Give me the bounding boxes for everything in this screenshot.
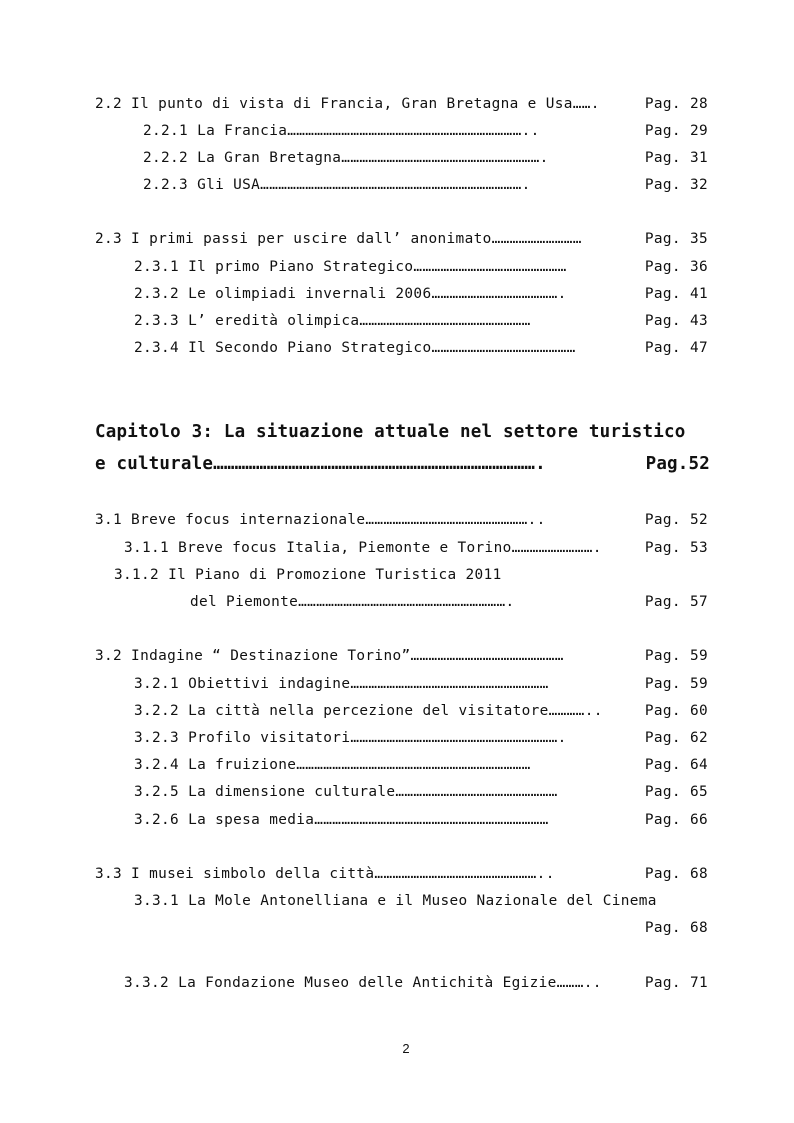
toc-entry-3-1-2-cont: del Piemonte……………………………………………………………. — [190, 594, 515, 610]
toc-page-3-3-1: Pag. 68 — [644, 920, 708, 936]
toc-page-2-2: Pag. 28 — [644, 96, 708, 112]
toc-page-3-2-4: Pag. 64 — [644, 757, 708, 773]
toc-page-3-1-2: Pag. 57 — [644, 594, 708, 610]
toc-page-2-2-1: Pag. 29 — [644, 123, 708, 139]
toc-page-3-1-1: Pag. 53 — [644, 540, 708, 556]
toc-entry-3-2-2: 3.2.2 La città nella percezione del visitatore………….. — [134, 703, 603, 719]
toc-entry-3-2: 3.2 Indagine “ Destinazione Torino”…………………………………………… — [95, 648, 564, 664]
toc-page-2-3-4: Pag. 47 — [644, 340, 708, 356]
toc-page-3-2-6: Pag. 66 — [644, 812, 708, 828]
toc-entry-3-1-1: 3.1.1 Breve focus Italia, Piemonte e Torino………………………. — [124, 540, 602, 556]
toc-entry-3-3-1: 3.3.1 La Mole Antonelliana e il Museo Nazionale del Cinema — [134, 893, 657, 909]
toc-entry-2-2-2: 2.2.2 La Gran Bretagna…………………………………………………………. — [143, 150, 549, 166]
toc-page-3-2-1: Pag. 59 — [644, 676, 708, 692]
toc-page-2-2-3: Pag. 32 — [644, 177, 708, 193]
toc-entry-3-3: 3.3 I musei simbolo della città……………………………………………….. — [95, 866, 555, 882]
toc-page-3-2: Pag. 59 — [644, 648, 708, 664]
toc-entry-3-1: 3.1 Breve focus internazionale……………………………………………….. — [95, 512, 546, 528]
toc-entry-2-3-2: 2.3.2 Le olimpiadi invernali 2006……………………………………. — [134, 286, 567, 302]
toc-page-3-1: Pag. 52 — [644, 512, 708, 528]
toc-entry-3-1-2: 3.1.2 Il Piano di Promozione Turistica 2011 — [114, 567, 502, 583]
toc-entry-3-2-6: 3.2.6 La spesa media…………………………………………………………………… — [134, 812, 549, 828]
toc-entry-3-2-4: 3.2.4 La fruizione…………………………………………………………………… — [134, 757, 531, 773]
toc-entry-3-2-1: 3.2.1 Obiettivi indagine………………………………………………………… — [134, 676, 549, 692]
toc-entry-2-3-1: 2.3.1 Il primo Piano Strategico…………………………………………… — [134, 259, 567, 275]
toc-entry-2-2-1: 2.2.1 La Francia…………………………………………………………………….. — [143, 123, 540, 139]
toc-entry-2-3-3: 2.3.3 L’ eredità olimpica………………………………………………… — [134, 313, 531, 329]
page-number: 2 — [402, 1041, 410, 1056]
chapter-page: Pag.52 — [645, 454, 710, 474]
toc-page-2-3: Pag. 35 — [644, 231, 708, 247]
toc-entry-3-2-5: 3.2.5 La dimensione culturale……………………………………………… — [134, 784, 558, 800]
toc-page-3-2-2: Pag. 60 — [644, 703, 708, 719]
toc-page-3-3: Pag. 68 — [644, 866, 708, 882]
toc-entry-2-2: 2.2 Il punto di vista di Francia, Gran Bretagna e Usa……. — [95, 96, 600, 112]
toc-page-2-3-1: Pag. 36 — [644, 259, 708, 275]
toc-entry-3-2-3: 3.2.3 Profilo visitatori……………………………………………………………. — [134, 730, 567, 746]
toc-page-3-2-3: Pag. 62 — [644, 730, 708, 746]
toc-page-2-2-2: Pag. 31 — [644, 150, 708, 166]
toc-entry-2-2-3: 2.2.3 Gli USA……………………………………………………………………………. — [143, 177, 531, 193]
toc-page-2-3-3: Pag. 43 — [644, 313, 708, 329]
chapter-heading-line2: e culturale………………………………………………………………………………. — [95, 454, 546, 474]
chapter-heading-line1: Capitolo 3: La situazione attuale nel settore turistico — [95, 422, 686, 442]
toc-page-2-3-2: Pag. 41 — [644, 286, 708, 302]
toc-entry-2-3-4: 2.3.4 Il Secondo Piano Strategico………………………………………… — [134, 340, 576, 356]
toc-entry-2-3: 2.3 I primi passi per uscire dall’ anonimato………………………… — [95, 231, 582, 247]
toc-entry-3-3-2: 3.3.2 La Fondazione Museo delle Antichità Egizie……….. — [124, 975, 602, 991]
toc-page-3-2-5: Pag. 65 — [644, 784, 708, 800]
toc-page-3-3-2: Pag. 71 — [644, 975, 708, 991]
